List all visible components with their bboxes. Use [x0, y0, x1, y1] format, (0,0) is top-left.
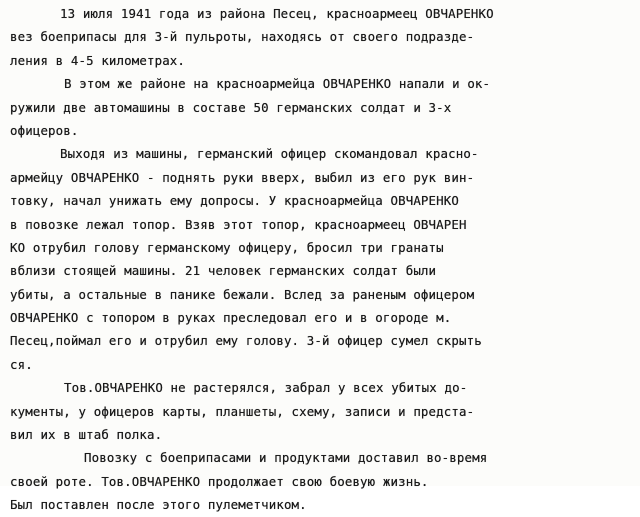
- paragraph-3-line-5: КО отрубил голову германскому офицеру, бросил три гранаты: [10, 239, 444, 255]
- paragraph-2: [0, 72, 640, 142]
- paragraph-4-line-2: кументы, у офицеров карты, планшеты, схему, записи и предста-: [10, 403, 475, 419]
- paragraph-4-line-3: вил их в штаб полка.: [10, 427, 163, 443]
- paragraph-3-line-6: вблизи стоящей машины. 21 человек германских солдат были: [10, 263, 437, 279]
- paragraph-1-line-3: ления в 4-5 километрах.: [10, 52, 186, 68]
- paragraph-1-line-1: 13 июля 1941 года из района Песец, красноармеец ОВЧАРЕНКО: [60, 6, 494, 21]
- paragraph-3-line-2: армейцу ОВЧАРЕНКО - поднять руки вверх, выбил из его рук вин-: [10, 169, 475, 185]
- paragraph-3-line-4: в повозке лежал топор. Взяв этот топор, красноармеец ОВЧАРЕН: [10, 216, 467, 232]
- paragraph-2-line-1: В этом же районе на красноармейца ОВЧАРЕНКО напали и ок-: [64, 76, 491, 92]
- paragraph-3-line-8: ОВЧАРЕНКО с топором в руках преследовал его и в огороде м.: [10, 310, 452, 326]
- paragraph-4-line-1: Тов.ОВЧАРЕНКО не растерялся, забрал у всех убитых до-: [64, 380, 468, 396]
- paragraph-3: [0, 142, 640, 376]
- paragraph-3-line-3: товку, начал унижать ему допросы. У красноармейца ОВЧАРЕНКО: [10, 193, 459, 209]
- paragraph-5-line-1: Повозку с боеприпасами и продуктами доставил во-время: [84, 450, 488, 466]
- paragraph-3-line-1: Выходя из машины, германский офицер скомандовал красно-: [60, 146, 479, 162]
- paragraph-3-line-9: Песец,поймал его и отрубил ему голову. 3-й офицер сумел скрыть: [10, 333, 482, 349]
- paragraph-5-line-2: своей роте. Тов.ОВЧАРЕНКО продолжает свою боевую жизнь.: [10, 473, 429, 489]
- paragraph-3-line-7: убиты, а остальные в панике бежали. Вслед за раненым офицером: [10, 286, 475, 302]
- paragraph-2-line-3: офицеров.: [10, 122, 79, 138]
- paragraph-5-line-3: Был поставлен после этого пулеметчиком.: [10, 497, 307, 513]
- paragraph-4: [0, 376, 640, 446]
- paragraph-1-line-2: вез боеприпасы для 3-й пульроты, находясь от своего подразде-: [10, 29, 475, 45]
- paragraph-5: [0, 446, 640, 516]
- paragraph-2-line-2: ружили две автомашины в составе 50 германских солдат и 3-х: [10, 99, 452, 115]
- paragraph-3-line-10: ся.: [10, 356, 33, 372]
- paragraph-1: [0, 2, 640, 72]
